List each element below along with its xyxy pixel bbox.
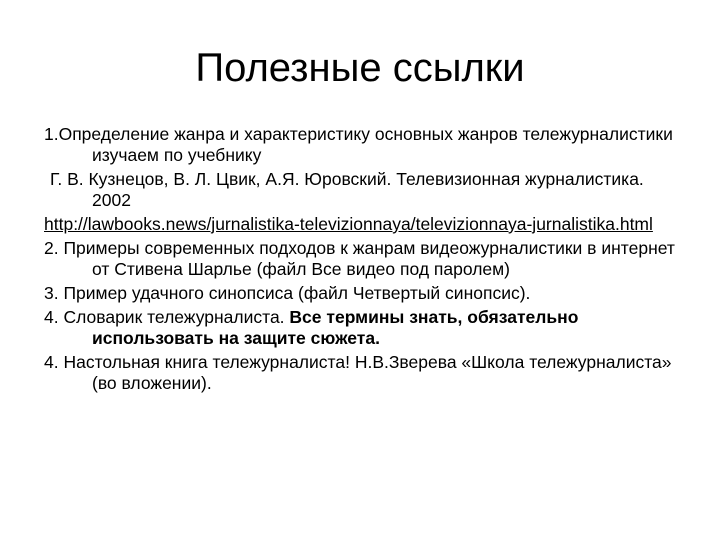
list-item-synopsis-example: 3. Пример удачного синопсиса (файл Четвертый синопсис). — [44, 283, 531, 303]
textbook-link[interactable]: http://lawbooks.news/jurnalistika-televizionnaya/televizionnaya-jurnalistika.html — [44, 214, 653, 234]
glossary-note: Все термины знать, обязательно использовать на защите сюжета. — [92, 307, 579, 348]
list-item-textbook-intro: 1.Определение жанра и характеристику основных жанров тележурналистики изучаем по учебнику — [44, 124, 673, 165]
glossary-label: 4. Словарик тележурналиста. — [44, 307, 290, 327]
link-list — [44, 124, 684, 397]
list-item-glossary — [44, 307, 684, 349]
list-item-textbook-link — [44, 214, 684, 235]
list-item-charlier-examples: 2. Примеры современных подходов к жанрам видеожурналистики в интернет от Стивена Шарлье (файл Все видео под паролем) — [44, 238, 675, 279]
list-item-handbook: 4. Настольная книга тележурналиста! Н.В.Зверева «Школа тележурналиста» (во вложении). — [44, 352, 672, 393]
slide-title: Полезные ссылки — [195, 46, 525, 90]
list-item-textbook-authors: Г. В. Кузнецов, В. Л. Цвик, А.Я. Юровский. Телевизионная журналистика. 2002 — [50, 169, 644, 210]
